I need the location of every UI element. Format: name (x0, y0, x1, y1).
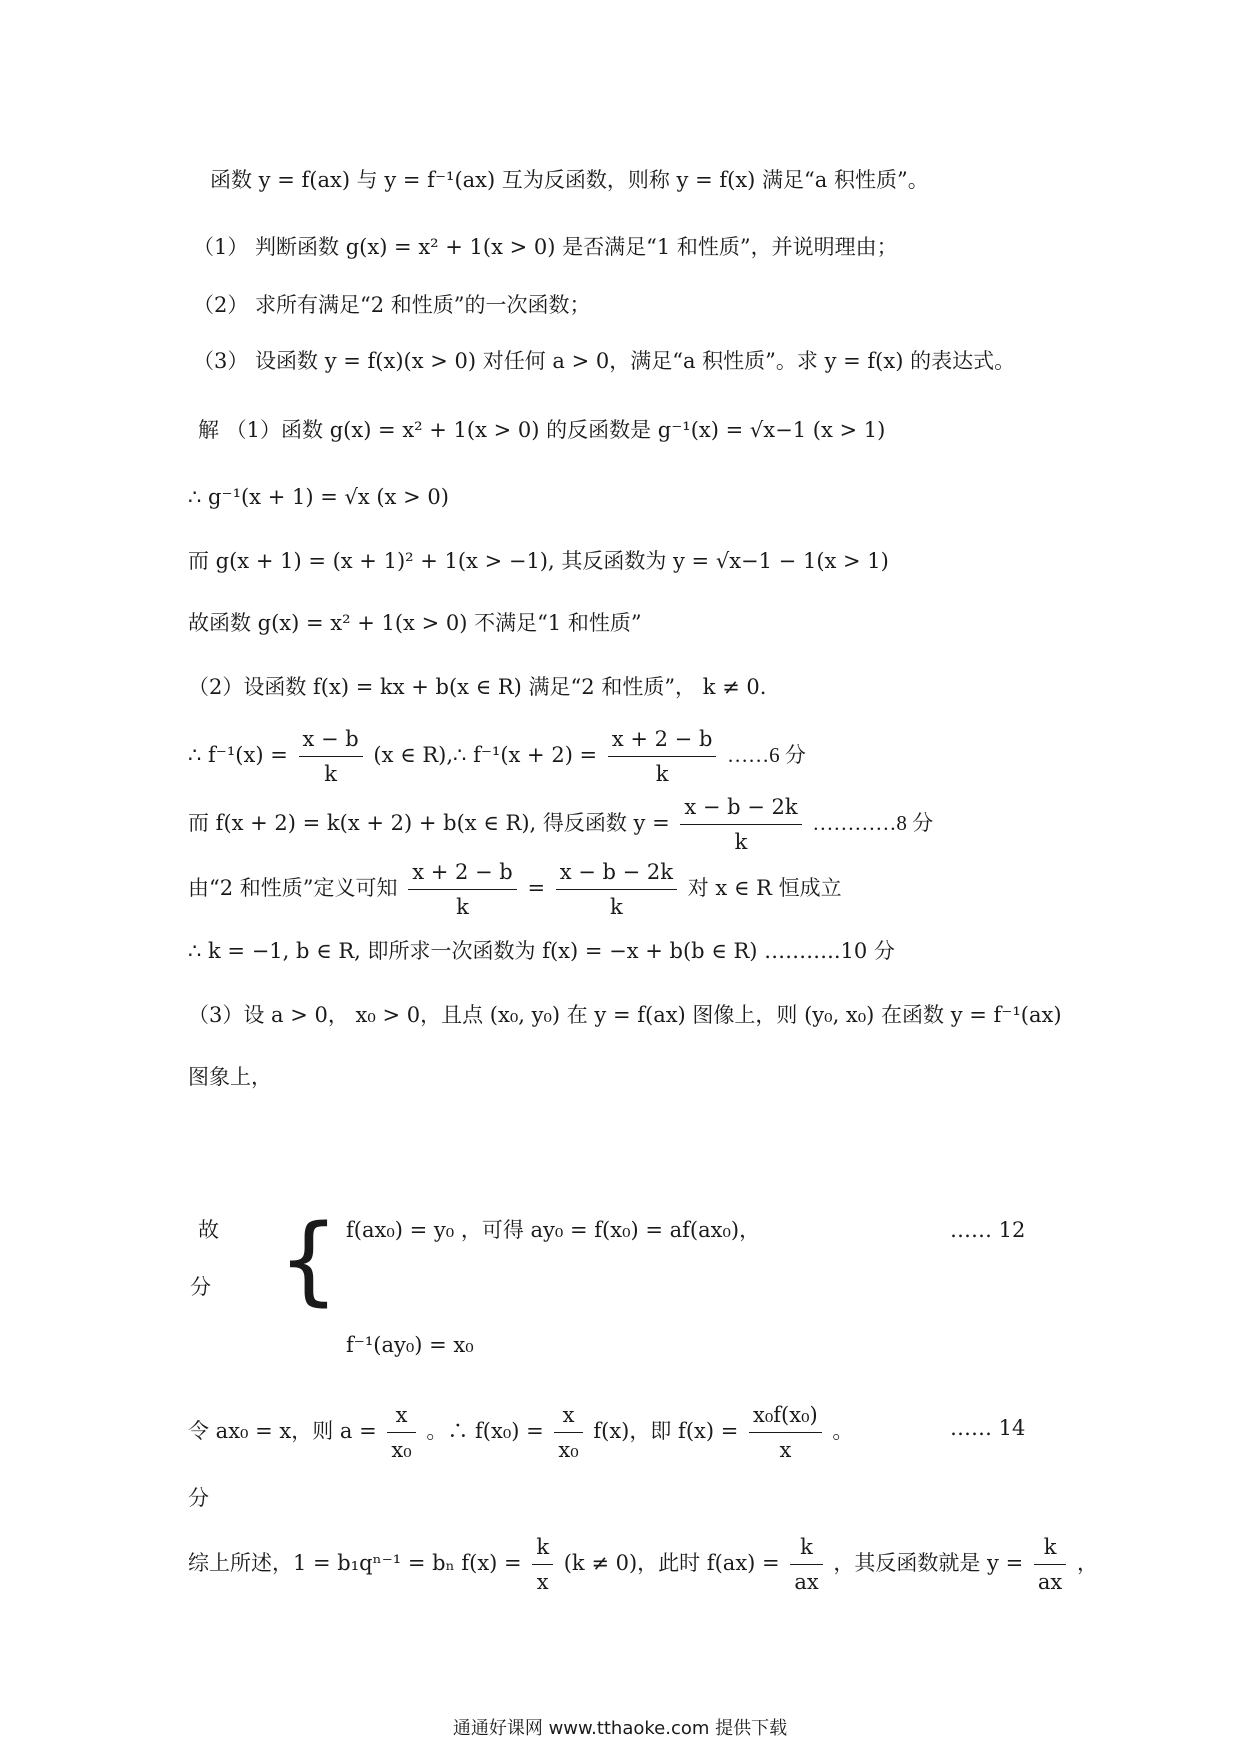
fraction: $\frac{x + 2 - b}{k}$ (408, 855, 517, 924)
fraction: $\frac{k}{x}$ (532, 1530, 553, 1599)
fraction: $\frac{x - b - 2k}{k}$ (680, 790, 801, 859)
solution-2-conclusion: ∴ k = −1, b ∈ R, 即所求一次函数为 f(x) = −x + b(b ∈ R) ………..10 分 (188, 939, 895, 963)
solution-1-line-2: ∴ g⁻¹(x + 1) = √x (x > 0) (188, 485, 449, 509)
summary-line: 综上所述，1 = b₁qⁿ⁻¹ = bₙ f(x) = $\frac{k}{x}$ (k ≠ 0)，此时 f(ax) = $\frac{k}{ax}$ ，其反函数就是 y = $\frac{k}{ax}$ ， (188, 1530, 1098, 1599)
solution-3-line-1: （3）设 a > 0， x₀ > 0，且点 (x₀, y₀) 在 y = f(ax) 图像上，则 (y₀, x₀) 在函数 y = f⁻¹(ax) (188, 1003, 1062, 1027)
left-brace-icon: { (278, 1204, 340, 1316)
fen-14-label: 分 (188, 1486, 209, 1510)
page-footer: 通通好课网 www.tthaoke.com 提供下载 (452, 1718, 788, 1739)
gu-label: 故 (198, 1218, 219, 1242)
solution-2-inverse-line: ∴ f⁻¹(x) = $\frac{x - b}{k}$ (x ∈ R),∴ f⁻¹(x + 2) = $\frac{x + 2 - b}{k}$ ……6 分 (188, 722, 806, 791)
fraction: $\frac{x + 2 - b}{k}$ (608, 722, 717, 791)
solution-2-definition-line: 由“2 和性质”定义可知 $\frac{x + 2 - b}{k}$ = $\frac{x - b - 2k}{k}$ 对 x ∈ R 恒成立 (188, 855, 842, 924)
solution-3-line-2: 图象上， (188, 1065, 272, 1089)
fen-label: 分 (190, 1275, 211, 1299)
system-equation-2: f⁻¹(ay₀) = x₀ (346, 1333, 474, 1357)
question-2: （2） 求所有满足“2 和性质”的一次函数； (193, 293, 591, 317)
system-equation-1: f(ax₀) = y₀ ，可得 ay₀ = f(x₀) = af(ax₀)， (346, 1218, 761, 1242)
score-14: …… 14 (950, 1416, 1026, 1440)
fraction: $\frac{\text{x₀f(x₀)}}{x}$ (749, 1398, 822, 1467)
problem-intro-line: 函数 y = f(ax) 与 y = f⁻¹(ax) 互为反函数，则称 y = f(x) 满足“a 积性质”。 (210, 168, 929, 192)
fraction: $\frac{x - b}{k}$ (299, 722, 363, 791)
solution-1-line-1: 解 （1）函数 g(x) = x² + 1(x > 0) 的反函数是 g⁻¹(x) = √x−1 (x > 1) (198, 418, 886, 442)
question-3: （3） 设函数 y = f(x)(x > 0) 对任何 a > 0，满足“a 积性质”。求 y = f(x) 的表达式。 (193, 349, 1016, 373)
question-1: （1） 判断函数 g(x) = x² + 1(x > 0) 是否满足“1 和性质”，并说明理由； (193, 235, 898, 259)
fraction: $\frac{x - b - 2k}{k}$ (556, 855, 677, 924)
solution-2-shift-line: 而 f(x + 2) = k(x + 2) + b(x ∈ R), 得反函数 y = $\frac{x - b - 2k}{k}$ …………8 分 (188, 790, 933, 859)
solution-1-conclusion: 故函数 g(x) = x² + 1(x > 0) 不满足“1 和性质” (188, 611, 642, 635)
solution-1-line-3: 而 g(x + 1) = (x + 1)² + 1(x > −1), 其反函数为 y = √x−1 − 1(x > 1) (188, 549, 889, 573)
fraction: $\frac{x}{\text{x₀}}$ (554, 1398, 582, 1467)
fraction: $\frac{k}{ax}$ (1034, 1530, 1066, 1599)
fraction: $\frac{x}{\text{x₀}}$ (387, 1398, 415, 1467)
solution-3-substitution-line: 令 ax₀ = x，则 a = $\frac{x}{\text{x₀}}$ 。∴ f(x₀) = $\frac{x}{\text{x₀}}$ f(x)，即 f(x) = $\frac{\text{x₀f(x₀)}}{x}$ 。 (188, 1398, 853, 1467)
fraction: $\frac{k}{ax}$ (790, 1530, 822, 1599)
solution-2-line-1: （2）设函数 f(x) = kx + b(x ∈ R) 满足“2 和性质”， k ≠ 0. (188, 675, 767, 699)
score-12: …… 12 (950, 1218, 1026, 1242)
